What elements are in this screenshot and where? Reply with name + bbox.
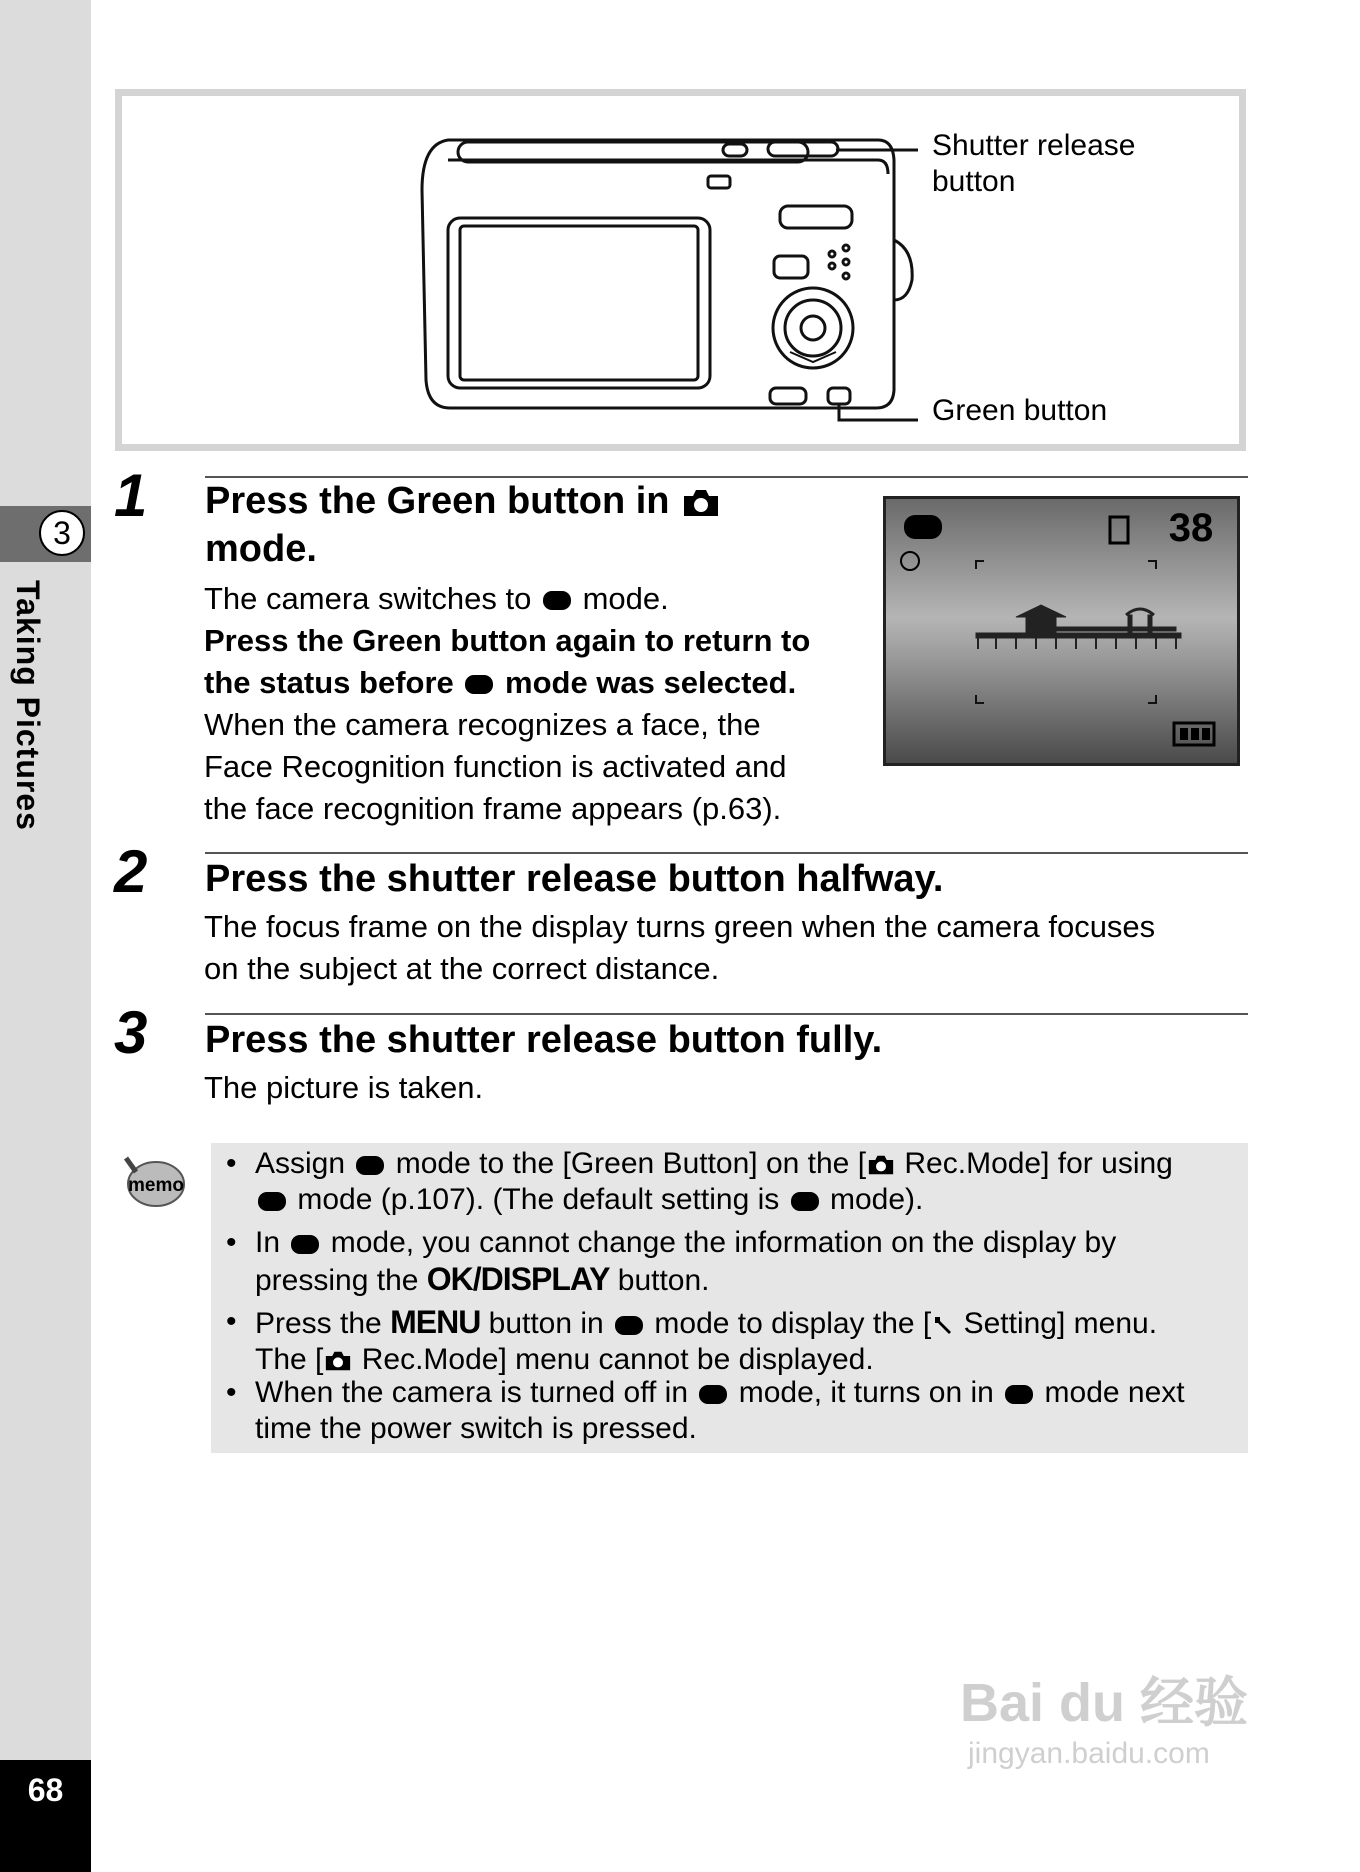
green-mode-icon — [356, 1156, 384, 1175]
step-1-text: The camera switches to mode. Press the Green button again to return to the status before mode was selected. When the camera recognizes a face, the Face Recognition function is activated and the face recognition frame appears (p.63). — [204, 581, 811, 826]
page-number: 68 — [27, 1772, 64, 1808]
step-2-heading: Press the shutter release button halfway. — [205, 858, 944, 900]
camera-mode-icon — [866, 1152, 896, 1178]
callout-green-button: Green button — [932, 394, 1108, 427]
ok-display-key-label: OK/DISPLAY — [426, 1261, 610, 1297]
memo-bullet: • — [226, 1226, 237, 1259]
green-mode-icon — [615, 1316, 643, 1335]
green-mode-icon — [465, 675, 493, 694]
menu-key-label: MENU — [390, 1304, 481, 1340]
memo-item-3: Press the MENU button in mode to display the [ Setting] menu. The [ Rec.Mode] menu cannot be displayed. — [255, 1304, 1158, 1376]
green-mode-icon — [699, 1385, 727, 1404]
memo-item-1: Assign mode to the [Green Button] on the [ Rec.Mode] for using mode (p.107). (The default setting is mode). — [255, 1147, 1173, 1216]
memo-item-4: When the camera is turned off in mode, it turns on in mode next time the power switch is pressed. — [255, 1376, 1185, 1445]
green-mode-icon — [1005, 1385, 1033, 1404]
step-3-rule — [205, 1013, 1248, 1015]
camera-back-illustration — [418, 130, 918, 430]
callout-shutter-release: Shutter release button — [932, 129, 1136, 198]
step-2-number: 2 — [114, 838, 148, 905]
green-mode-icon — [291, 1235, 319, 1254]
memo-icon — [118, 1152, 188, 1222]
memo-bullet: • — [226, 1305, 237, 1338]
memo-bullet: • — [226, 1147, 237, 1180]
memo-bullet: • — [226, 1376, 237, 1409]
green-mode-icon — [258, 1192, 286, 1211]
chapter-title: Taking Pictures — [10, 580, 46, 831]
lcd-preview — [883, 496, 1240, 766]
green-mode-icon — [791, 1192, 819, 1211]
memo-item-2: In mode, you cannot change the information on the display by pressing the OK/DISPLAY button. — [255, 1226, 1117, 1297]
wrench-icon — [931, 1313, 955, 1337]
step-1-heading: Press the Green button in mode. — [205, 477, 722, 573]
baidu-watermark: Bai du 经验 jingyan.baidu.com — [960, 1673, 1249, 1770]
green-mode-icon — [543, 591, 571, 610]
camera-mode-icon — [323, 1348, 353, 1374]
lcd-scene — [886, 499, 1237, 763]
camera-mode-icon — [680, 486, 722, 520]
step-3-number: 3 — [114, 999, 148, 1066]
step-1-number: 1 — [114, 462, 148, 529]
step-3-heading: Press the shutter release button fully. — [205, 1019, 883, 1061]
step-3-text: The picture is taken. — [204, 1070, 484, 1105]
chapter-number: 3 — [39, 510, 85, 556]
shots-remaining: 38 — [1168, 506, 1214, 550]
svg-text:memo: memo — [128, 1175, 184, 1196]
step-2-rule — [205, 852, 1248, 854]
step-2-text: The focus frame on the display turns green when the camera focuses on the subject at the correct distance. — [204, 909, 1156, 986]
sidebar — [0, 0, 91, 1872]
